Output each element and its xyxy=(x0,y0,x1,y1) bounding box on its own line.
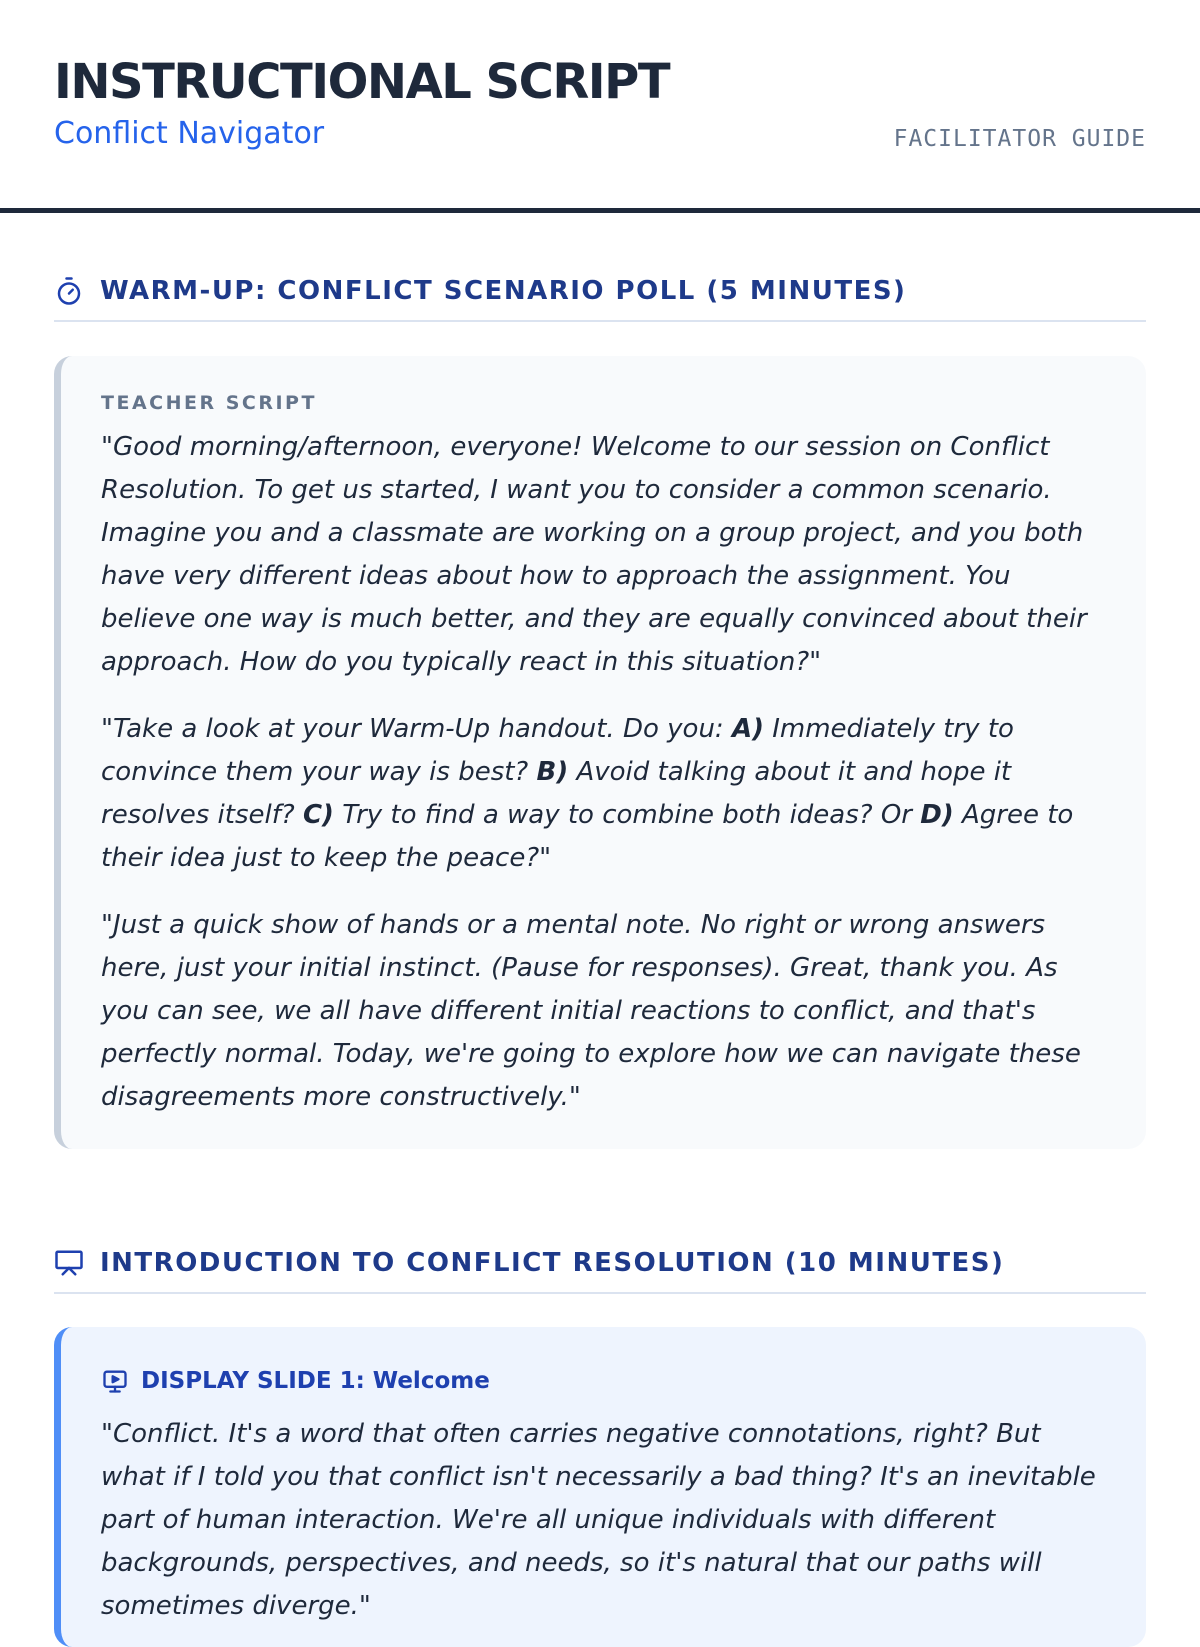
display-slide-box xyxy=(54,1327,1146,1647)
poll-option-text: Immediately try to convince them your way is best? xyxy=(101,714,1014,787)
warm-up-section-header xyxy=(54,276,1146,322)
poll-option-text: Try to find a way to combine both ideas? Or xyxy=(333,800,921,830)
poll-option-letter: D) xyxy=(920,800,954,830)
poll-option-letter: B) xyxy=(536,757,569,787)
presentation-board-icon xyxy=(54,1248,84,1278)
poll-option-letter: C) xyxy=(302,800,334,830)
poll-intro-text: "Take a look at your Warm-Up handout. Do you: xyxy=(101,714,732,744)
poll-option-text: Avoid talking about it and hope it resolves itself? xyxy=(101,757,1012,830)
page-title: INSTRUCTIONAL SCRIPT xyxy=(54,54,670,110)
document-header xyxy=(0,0,1200,213)
slide-display-icon xyxy=(101,1367,129,1395)
display-slide-label xyxy=(101,1367,1106,1395)
warm-up-section-title: WARM-UP: CONFLICT SCENARIO POLL (5 MINUTES) xyxy=(100,276,907,306)
script-paragraph: "Good morning/afternoon, everyone! Welcome to our session on Conflict Resolution. To get us started, I want you to consider a common scenario. Imagine you and a classmate are working on a group project, and you both have very different ideas about how to approach the assignment. You believe one way is much better, and they are equally convinced about their approach. How do you typically react in this situation?" xyxy=(101,432,1087,677)
introduction-section-title: INTRODUCTION TO CONFLICT RESOLUTION (10 MINUTES) xyxy=(100,1248,1005,1278)
script-paragraph: "Just a quick show of hands or a mental note. No right or wrong answers here, just your initial instinct. (Pause for responses). Great, thank you. As you can see, we all have different initial reactions to conflict, and that's perfectly normal. Today, we're going to explore how we can navigate these disagreements more constructively." xyxy=(101,910,1081,1112)
script-paragraph: "Conflict. It's a word that often carries negative connotations, right? But what if I told you that conflict isn't necessarily a bad thing? It's an inevitable part of human interaction. We're all unique individuals with different backgrounds, perspectives, and needs, so it's natural that our paths will sometimes diverge." xyxy=(101,1419,1096,1621)
display-slide-title: DISPLAY SLIDE 1: Welcome xyxy=(141,1368,490,1394)
poll-option-letter: A) xyxy=(731,714,764,744)
poll-option-text: Agree to their idea just to keep the peace?" xyxy=(101,800,1074,873)
page-subtitle: Conflict Navigator xyxy=(54,116,325,151)
teacher-script-label: TEACHER SCRIPT xyxy=(101,392,317,414)
teacher-script-box xyxy=(54,356,1146,1149)
stopwatch-icon xyxy=(54,276,84,306)
script-paragraph-poll xyxy=(101,708,1106,880)
introduction-section-header xyxy=(54,1248,1146,1294)
facilitator-guide-label: FACILITATOR GUIDE xyxy=(893,126,1146,152)
